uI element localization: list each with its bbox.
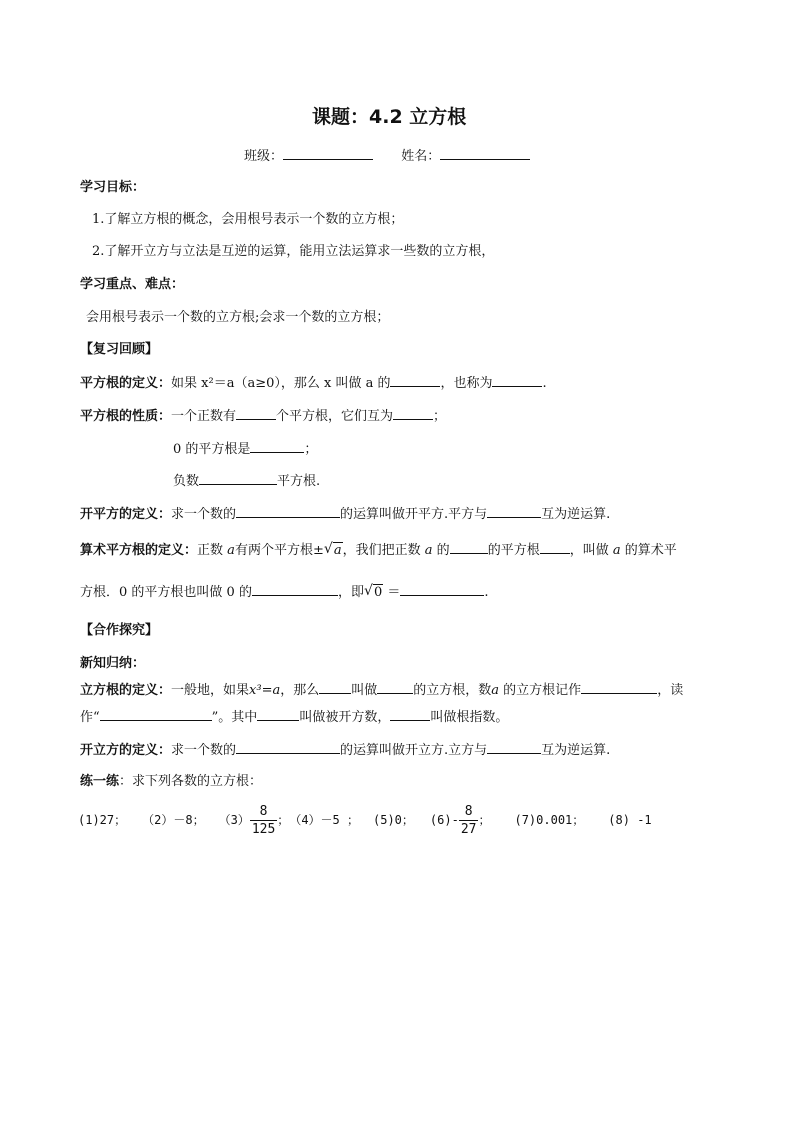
arith-text: ，叫做 [569, 543, 609, 558]
practice-item: (1)27； [78, 813, 127, 827]
blank[interactable] [377, 681, 413, 694]
cube-def-text: 的立方根记作 [503, 683, 582, 698]
fraction-8-125 [250, 804, 277, 837]
focus-text: 会用根号表示一个数的立方根;会求一个数的立方根； [86, 310, 390, 325]
var-a: a [491, 683, 500, 698]
fraction-8-27 [459, 804, 479, 837]
practice-item: （2）－8； [142, 813, 205, 827]
review-heading: 【复习回顾】 [80, 342, 159, 357]
blank[interactable] [236, 505, 340, 518]
open-square-text: 的运算叫做开平方.平方与 [340, 507, 488, 522]
coop-heading: 【合作探究】 [80, 623, 159, 638]
blank[interactable] [390, 374, 440, 387]
var-a: a [612, 543, 621, 558]
arith-text: 的算术平 [624, 543, 677, 558]
sqrt-zero-text: 0 的平方根是 [173, 442, 251, 457]
var-a: a [424, 543, 433, 558]
practice-item: (6)- [429, 813, 459, 827]
focus-heading: 学习重点、难点： [80, 277, 185, 292]
cube-equation: x³=a [249, 683, 281, 698]
objective-1: 1.了解立方根的概念，会用根号表示一个数的立方根； [92, 212, 404, 227]
cube-def-text: 叫做被开方数， [299, 710, 391, 725]
sqrt-a: √ a [323, 541, 342, 558]
sqrt-def-label: 平方根的定义： [80, 376, 172, 391]
arith-text: 正数 [197, 543, 224, 558]
practice-item: (7)0.001； [514, 813, 585, 827]
cube-def-text: 叫做根指数。 [430, 710, 509, 725]
practice-item: (8) -1 [608, 813, 652, 827]
cube-def-text: ”。其中 [211, 710, 258, 725]
page-title: 课题：4.2 立方根 [312, 106, 467, 128]
blank[interactable] [252, 583, 338, 596]
sqrt-arg: a [333, 543, 342, 558]
cube-def-text: 作“ [80, 710, 100, 725]
arith-sqrt-line2 [80, 583, 489, 601]
practice-label: 练一练 [80, 774, 120, 789]
frac-den: 125 [251, 821, 276, 837]
cube-def-text: 的立方根，数 [413, 683, 492, 698]
open-cube-definition [80, 741, 610, 759]
class-name-row [244, 147, 530, 165]
arith-text: 的 [436, 543, 450, 558]
frac-num: 8 [259, 803, 268, 819]
blank[interactable] [450, 541, 488, 554]
cube-def-label: 立方根的定义： [80, 683, 172, 698]
blank[interactable] [581, 681, 657, 694]
sqrt-definition [80, 374, 547, 392]
practice-item: ； [277, 813, 290, 827]
blank[interactable] [257, 708, 299, 721]
practice-text: ：求下列各数的立方根： [119, 774, 263, 789]
open-cube-text: 互为逆运算. [541, 743, 611, 758]
sqrt-prop-text: ； [433, 409, 447, 424]
blank[interactable] [400, 583, 484, 596]
sqrt-zero [173, 440, 317, 458]
sqrt-def-text: ，也称为 [440, 376, 493, 391]
frac-den: 27 [460, 821, 477, 837]
practice-heading [80, 774, 262, 790]
blank[interactable] [250, 440, 304, 453]
blank[interactable] [393, 407, 433, 420]
blank[interactable] [199, 472, 277, 485]
cube-def-text: ，读 [657, 683, 684, 698]
cube-def-text: 叫做 [351, 683, 378, 698]
practice-item: （3） [218, 813, 250, 827]
frac-num: 8 [464, 803, 473, 819]
sqrt-prop-label: 平方根的性质： [80, 409, 172, 424]
blank[interactable] [487, 741, 541, 754]
sqrt-arg: 0 [373, 585, 383, 600]
arith-sqrt-label: 算术平方根的定义： [80, 543, 198, 558]
arith-sqrt-definition [80, 541, 677, 559]
sqrt-zero-text: ； [304, 442, 318, 457]
blank[interactable] [236, 407, 276, 420]
open-square-text: 互为逆运算. [541, 507, 611, 522]
class-blank[interactable] [283, 147, 373, 160]
sqrt-prop-text: 一个正数有 [171, 409, 237, 424]
blank[interactable] [540, 541, 570, 554]
sqrt-def-text: 如果 x²＝a（a≥0），那么 x 叫做 a 的 [171, 376, 391, 391]
blank[interactable] [236, 741, 340, 754]
sqrt-property [80, 407, 446, 425]
practice-items [78, 800, 652, 840]
arith-text: 有两个平方根± [234, 543, 324, 558]
arith-text: . [484, 585, 489, 600]
sqrt-def-text: . [542, 376, 547, 391]
blank[interactable] [319, 681, 351, 694]
objective-2: 2.了解开立方与立法是互逆的运算，能用立法运算求一些数的立方根， [92, 244, 495, 259]
cube-root-definition [80, 681, 683, 699]
practice-item: ； [478, 813, 491, 827]
open-square-text: 求一个数的 [171, 507, 237, 522]
new-summary-heading: 新知归纳： [80, 656, 146, 671]
blank[interactable] [492, 374, 542, 387]
sqrt-zero: √ 0 [363, 583, 383, 600]
sqrt-negative [173, 472, 320, 490]
blank[interactable] [390, 708, 430, 721]
arith-text: 的平方根 [487, 543, 540, 558]
objectives-heading: 学习目标： [80, 180, 146, 195]
sqrt-neg-text: 负数 [173, 474, 200, 489]
sqrt-neg-text: 平方根. [277, 474, 321, 489]
arith-text: ，我们把正数 [342, 543, 421, 558]
open-square-label: 开平方的定义： [80, 507, 172, 522]
name-blank[interactable] [440, 147, 530, 160]
cube-def-text: 一般地，如果 [171, 683, 250, 698]
arith-text: ＝ [387, 585, 401, 600]
arith-text: ，即 [337, 585, 364, 600]
name-label: 姓名： [401, 149, 441, 164]
blank[interactable] [487, 505, 541, 518]
cube-root-line2 [80, 708, 508, 726]
practice-item: （4）－5 ； [289, 813, 359, 827]
cube-def-text: ，那么 [280, 683, 320, 698]
class-label: 班级： [244, 149, 284, 164]
blank[interactable] [100, 708, 212, 721]
open-cube-label: 开立方的定义： [80, 743, 172, 758]
arith-text: 方根．0 的平方根也叫做 0 的 [80, 585, 252, 600]
var-a: a [227, 543, 235, 558]
sqrt-prop-text: 个平方根，它们互为 [276, 409, 394, 424]
open-cube-text: 的运算叫做开立方.立方与 [340, 743, 488, 758]
practice-item: (5)0； [373, 813, 414, 827]
open-cube-text: 求一个数的 [171, 743, 237, 758]
open-square-definition [80, 505, 610, 523]
